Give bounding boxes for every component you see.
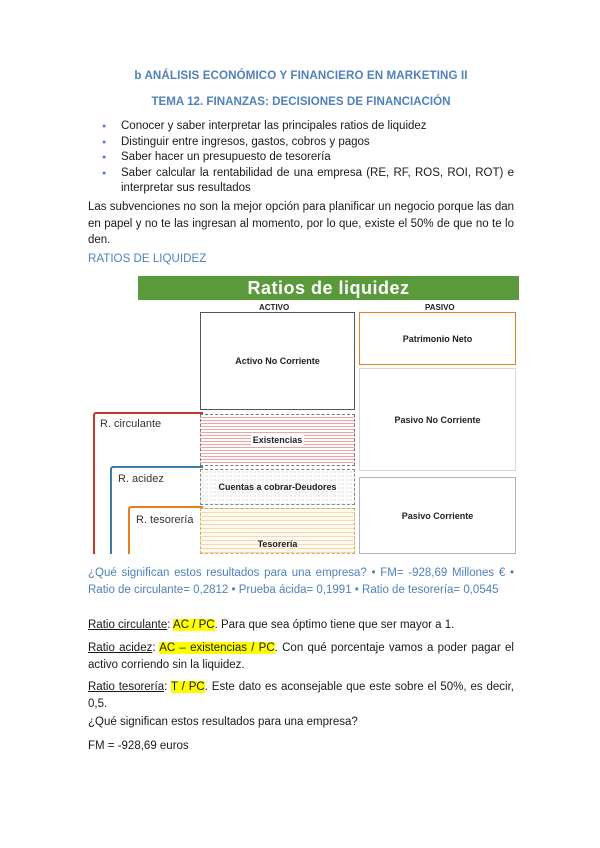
existencias-box xyxy=(200,414,355,466)
ratio-tesoreria: Ratio tesorería: T / PC. Este dato es aconsejable que este sobre el 50%, es decir, 0,5. xyxy=(88,681,514,710)
topic-title: TEMA 12. FINANZAS: DECISIONES DE FINANCIACIÓN xyxy=(151,95,451,108)
r-tesoreria-label: R. tesorería xyxy=(136,514,194,526)
r-circulante-label: R. circulante xyxy=(100,418,162,430)
activo-no-corriente-label: Activo No Corriente xyxy=(235,356,320,366)
pasivo-no-corriente-box xyxy=(359,368,516,471)
diagram-title: Ratios de liquidez xyxy=(138,276,519,300)
course-title: b ANÁLISIS ECONÓMICO Y FINANCIERO EN MARKETING II xyxy=(134,69,468,82)
ratio-acidez-label: Ratio acidez xyxy=(88,642,153,654)
intro-paragraph: Las subvenciones no son la mejor opción para planificar un negocio porque las dan en papel y no te las ingresan al momento, por lo que, existe el 50% de que no te lo den. xyxy=(88,201,514,246)
cuentas-cobrar-box xyxy=(200,469,355,505)
results-question: ¿Qué significan estos resultados para una empresa? • FM= -928,69 Millones € • Ratio de circulante= 0,2812 • Prueba ácida= 0,1991 • Ratio de tesorería= 0,0545 xyxy=(88,567,514,596)
ratio-circulante-formula: AC / PC xyxy=(173,619,215,631)
activo-no-corriente-box xyxy=(200,312,355,410)
patrimonio-neto-box xyxy=(359,312,516,365)
section-title: RATIOS DE LIQUIDEZ xyxy=(88,252,207,265)
ratio-tesoreria-label: Ratio tesorería xyxy=(88,681,165,693)
closing-question: ¿Qué significan estos resultados para una empresa? xyxy=(88,716,358,728)
liquidity-ratios-diagram xyxy=(88,274,518,554)
pasivo-header: PASIVO xyxy=(425,303,455,312)
pasivo-corriente-label: Pasivo Corriente xyxy=(401,510,474,521)
tesoreria-box xyxy=(200,508,355,554)
list-item: ● Saber calcular la rentabilidad de una empresa (RE, RF, ROS, ROI, ROT) e interpretar sus resultados xyxy=(100,166,514,197)
ratio-circulante-text: . Para que sea óptimo tiene que ser mayor a 1. xyxy=(214,619,455,631)
ratio-acidez-formula: AC – existencias / PC xyxy=(159,642,275,654)
ratio-acidez-text: . Con qué porcentaje vamos a poder pagar el activo corriendo sin la liquidez. xyxy=(88,642,514,671)
list-item: ● Conocer y saber interpretar las principales ratios de liquidez xyxy=(100,119,514,135)
patrimonio-neto-label: Patrimonio Neto xyxy=(402,333,473,344)
cuentas-cobrar-label: Cuentas a cobrar-Deudores xyxy=(218,482,337,492)
pasivo-corriente-box xyxy=(359,477,516,554)
existencias-label: Existencias xyxy=(252,435,303,445)
ratio-tesoreria-formula: T / PC xyxy=(170,681,205,693)
ratio-tesoreria-text: . Este dato es aconsejable que este sobre el 50%, es decir, 0,5. xyxy=(88,681,514,710)
fm-value: FM = -928,69 euros xyxy=(88,740,189,752)
tesoreria-label: Tesorería xyxy=(257,539,298,549)
ratio-circulante-label: Ratio circulante xyxy=(88,619,168,631)
activo-header: ACTIVO xyxy=(259,303,290,312)
list-item: ● Saber hacer un presupuesto de tesorería xyxy=(100,150,514,166)
pasivo-no-corriente-label: Pasivo No Corriente xyxy=(394,414,481,425)
objectives-list xyxy=(100,119,514,197)
ratio-circulante: Ratio circulante: AC / PC. Para que sea óptimo tiene que ser mayor a 1. xyxy=(88,619,455,631)
ratio-acidez: Ratio acidez: AC – existencias / PC. Con qué porcentaje vamos a poder pagar el activo corriendo sin la liquidez. xyxy=(88,642,514,671)
list-item: ● Distinguir entre ingresos, gastos, cobros y pagos xyxy=(100,135,514,151)
r-acidez-label: R. acidez xyxy=(118,473,164,485)
